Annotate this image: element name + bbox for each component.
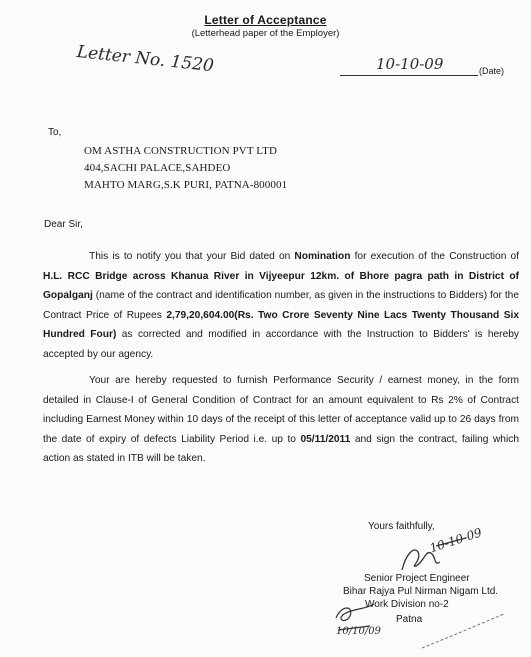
date-label: (Date) bbox=[479, 66, 505, 76]
recipient-line-3: MAHTO MARG,S.K PURI, PATNA-800001 bbox=[84, 179, 288, 191]
salutation: Dear Sir, bbox=[44, 219, 83, 230]
recipient-line-1: OM ASTHA CONSTRUCTION PVT LTD bbox=[84, 145, 277, 157]
letter-title: Letter of Acceptance bbox=[204, 13, 327, 27]
recipient-line-2: 404,SACHI PALACE,SAHDEO bbox=[84, 162, 231, 174]
signatory-designation: Senior Project Engineer bbox=[364, 573, 470, 584]
signatory-division: Work Division no-2 bbox=[365, 599, 449, 610]
yours-faithfully: Yours faithfully, bbox=[368, 521, 435, 532]
p1-text-2: for execution of the Construction of bbox=[350, 251, 520, 262]
signatory-city: Patna bbox=[396, 614, 423, 625]
p2-valid-date: 05/11/2011 bbox=[300, 433, 351, 445]
p1-text-4: as corrected and modified in accordance with the Instruction to Bidders' is hereby accepted by our agency. bbox=[43, 329, 519, 360]
p1-work-name: H.L. RCC Bridge across Khanua River in Vijyeepur 12km. of Bhore pagra path in District of Gopalganj bbox=[43, 270, 519, 302]
letter-subtitle: (Letterhead paper of the Employer) bbox=[191, 28, 340, 39]
p2-text-1: Your are hereby requested to furnish Performance Security / earnest money, in the form detailed in Clause-I of General Condition of Contract for an amount equivalent to Rs 2% of Contract including Earnest Money within 10 days of the receipt of this letter of acceptance valid up to 26 days from the date of expiry of defects Liability Period i.e. up to bbox=[43, 375, 519, 445]
stamp-date: 10/10/09 bbox=[336, 626, 381, 637]
p2-text-2: and sign the contract, failing which action as stated in ITB will be taken. bbox=[43, 433, 519, 465]
p1-text-1: This is to notify you that your Bid dated on bbox=[89, 251, 295, 262]
signatory-office: Bihar Rajya Pul Nirman Nigam Ltd. bbox=[343, 586, 499, 597]
paragraph-security bbox=[43, 371, 519, 469]
signature-date: 10-10-09 bbox=[428, 525, 484, 556]
to-label: To, bbox=[48, 127, 62, 138]
p1-bid-date: Nomination bbox=[294, 251, 351, 262]
letter-number: Letter No. 1520 bbox=[75, 42, 215, 77]
paragraph-notification bbox=[43, 247, 519, 365]
date-underline bbox=[340, 75, 478, 76]
p1-text-3: (name of the contract and identification number, as given in the instructions to Bidders) for the Contract Price of Rupees bbox=[43, 290, 519, 321]
letter-date: 10-10-09 bbox=[376, 55, 444, 73]
official-stamp-mark bbox=[418, 604, 508, 654]
p1-contract-price: 2,79,20,604.00(Rs. Two Crore Seventy Nine Lacs Twenty Thousand Six Hundred Four) bbox=[43, 309, 519, 341]
